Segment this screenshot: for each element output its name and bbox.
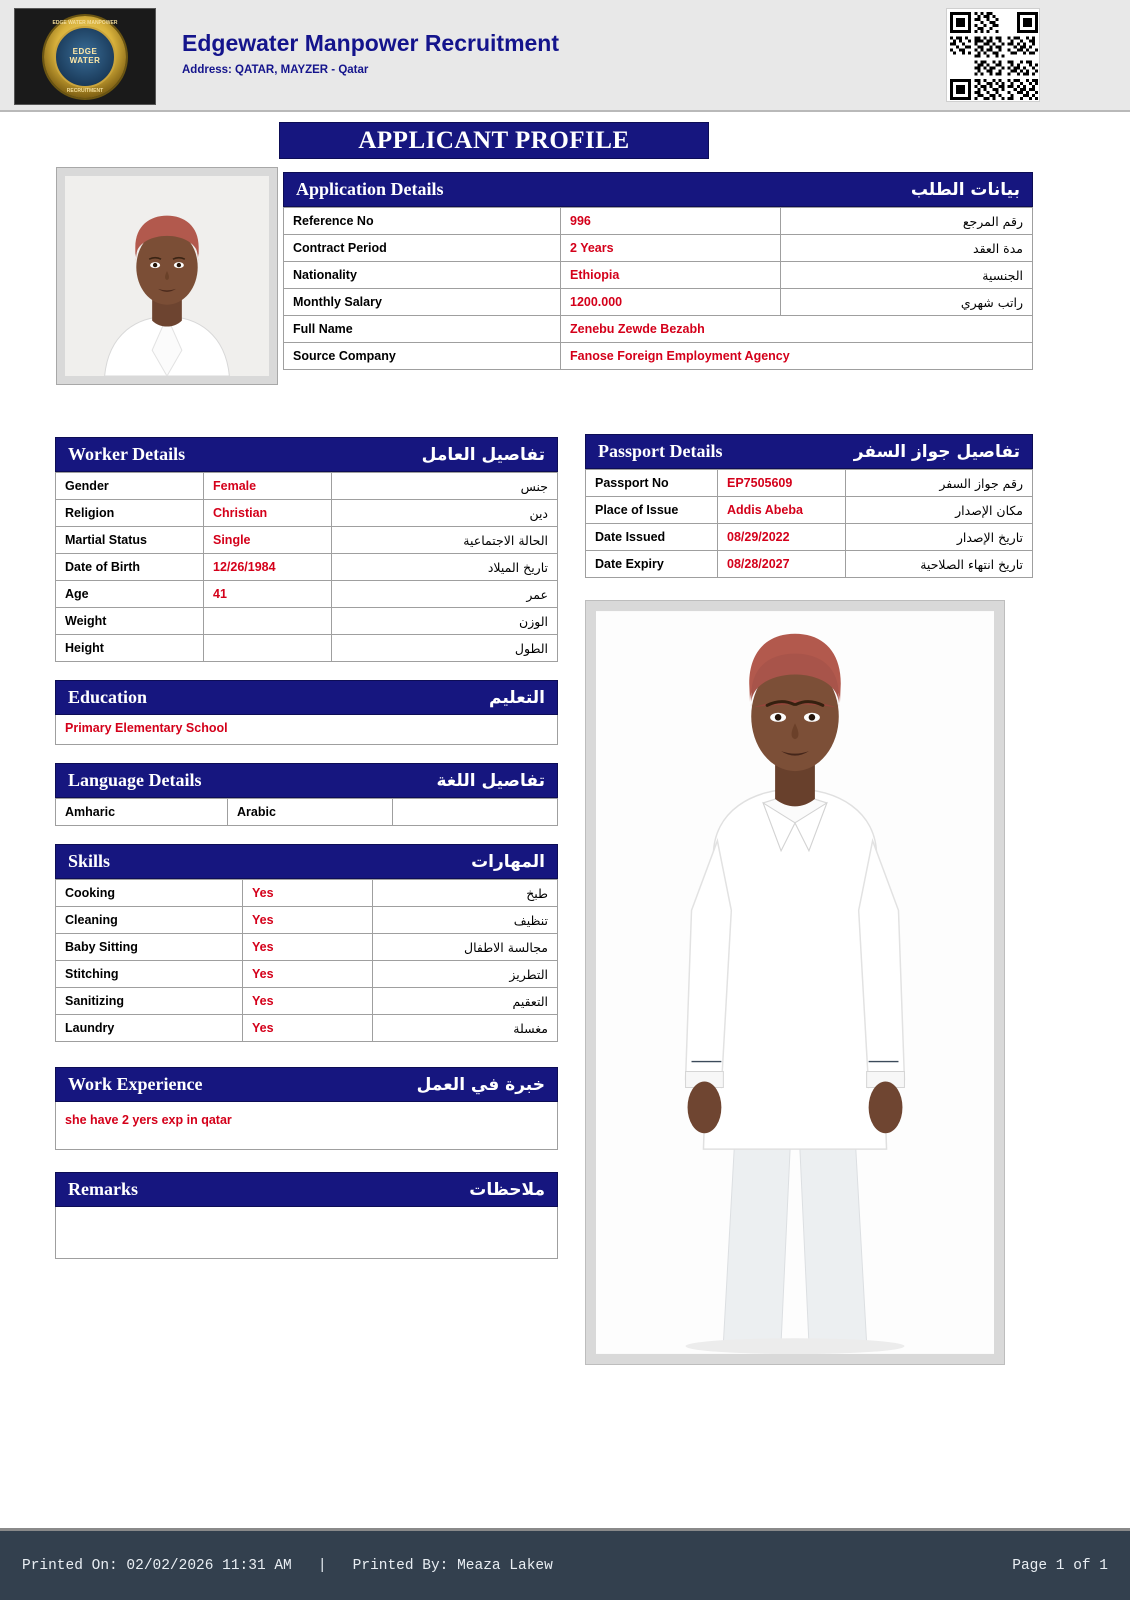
row-label: Martial Status — [56, 527, 204, 554]
row-label-ar: تنظيف — [373, 907, 558, 934]
page-header — [0, 0, 1130, 112]
table-row — [284, 289, 1033, 316]
applicant-full-photo — [585, 600, 1005, 1365]
row-value: 1200.000 — [561, 289, 781, 316]
row-label-ar: مدة العقد — [781, 235, 1033, 262]
row-label: Contract Period — [284, 235, 561, 262]
application-details-title-en: Application Details — [296, 179, 444, 199]
table-row — [284, 316, 1033, 343]
row-value: Christian — [204, 500, 332, 527]
passport-details-table — [585, 469, 1033, 578]
remarks-title-en: Remarks — [68, 1179, 138, 1199]
education-header — [55, 680, 558, 715]
row-label-ar: جنس — [332, 473, 558, 500]
skills-section — [55, 844, 558, 1042]
row-label: Baby Sitting — [56, 934, 243, 961]
row-value: Fanose Foreign Employment Agency — [561, 343, 1033, 370]
language-item: Amharic — [56, 799, 228, 826]
application-details-table — [283, 207, 1033, 370]
page-title — [279, 122, 709, 159]
printed-by-text: Printed By: Meaza Lakew — [352, 1557, 553, 1574]
row-label-ar: راتب شهري — [781, 289, 1033, 316]
row-label-ar: تاريخ الإصدار — [846, 524, 1033, 551]
worker-details-title-ar: تفاصيل العامل — [421, 444, 545, 465]
table-row — [56, 961, 558, 988]
row-value: Ethiopia — [561, 262, 781, 289]
passport-details-title-ar: تفاصيل جواز السفر — [853, 441, 1020, 462]
row-label: Place of Issue — [586, 497, 718, 524]
row-label: Reference No — [284, 208, 561, 235]
row-label-ar: رقم المرجع — [781, 208, 1033, 235]
education-title-en: Education — [68, 687, 148, 707]
language-item — [393, 799, 558, 826]
remarks-header — [55, 1172, 558, 1207]
skills-table — [55, 879, 558, 1042]
row-label: Date Expiry — [586, 551, 718, 578]
row-value: 12/26/1984 — [204, 554, 332, 581]
work-experience-value: she have 2 yers exp in qatar — [55, 1102, 558, 1150]
row-label: Gender — [56, 473, 204, 500]
row-label: Height — [56, 635, 204, 662]
table-row — [56, 880, 558, 907]
page-footer — [0, 1528, 1130, 1600]
worker-details-table — [55, 472, 558, 662]
applicant-passport-photo — [56, 167, 278, 385]
row-label-ar: عمر — [332, 581, 558, 608]
education-value: Primary Elementary School — [55, 715, 558, 745]
row-label-ar: الوزن — [332, 608, 558, 635]
language-table — [55, 798, 558, 826]
row-label: Full Name — [284, 316, 561, 343]
row-label: Date Issued — [586, 524, 718, 551]
language-item: Arabic — [228, 799, 393, 826]
row-label: Religion — [56, 500, 204, 527]
row-value: 08/28/2027 — [718, 551, 846, 578]
table-row — [284, 262, 1033, 289]
row-label-ar: طبخ — [373, 880, 558, 907]
row-label: Sanitizing — [56, 988, 243, 1015]
table-row — [56, 635, 558, 662]
row-value: Female — [204, 473, 332, 500]
row-label-ar: دين — [332, 500, 558, 527]
qr-code-icon — [946, 8, 1040, 102]
row-label-ar: تاريخ انتهاء الصلاحية — [846, 551, 1033, 578]
table-row — [586, 497, 1033, 524]
work-experience-section — [55, 1067, 558, 1150]
language-details-header — [55, 763, 558, 798]
worker-details-title-en: Worker Details — [68, 444, 186, 464]
table-row — [56, 988, 558, 1015]
table-row — [56, 799, 558, 826]
remarks-section — [55, 1172, 558, 1259]
skills-header — [55, 844, 558, 879]
row-value: Yes — [243, 988, 373, 1015]
remarks-value — [55, 1207, 558, 1259]
table-row — [284, 208, 1033, 235]
row-value: 2 Years — [561, 235, 781, 262]
left-column — [55, 437, 558, 1259]
skills-title-en: Skills — [68, 851, 111, 871]
row-value — [204, 608, 332, 635]
row-value: Addis Abeba — [718, 497, 846, 524]
right-column — [585, 434, 1033, 1365]
row-label-ar: التعقيم — [373, 988, 558, 1015]
table-row — [56, 554, 558, 581]
table-row — [586, 524, 1033, 551]
logo-arc-top-text: EDGE WATER MANPOWER — [52, 19, 118, 26]
company-logo — [14, 8, 156, 105]
row-label: Age — [56, 581, 204, 608]
table-row — [56, 608, 558, 635]
table-row — [586, 551, 1033, 578]
footer-separator: | — [300, 1557, 344, 1574]
skills-title-ar: المهارات — [471, 851, 545, 872]
row-value: Yes — [243, 1015, 373, 1042]
table-row — [56, 907, 558, 934]
work-experience-title-ar: خبرة في العمل — [416, 1074, 545, 1095]
application-details-header — [283, 172, 1033, 207]
row-value: Single — [204, 527, 332, 554]
language-details-title-ar: تفاصيل اللغة — [436, 770, 545, 791]
company-info — [182, 30, 559, 76]
passport-details-title-en: Passport Details — [598, 441, 723, 461]
work-experience-header — [55, 1067, 558, 1102]
language-details-title-en: Language Details — [68, 770, 202, 790]
row-value: EP7505609 — [718, 470, 846, 497]
row-label: Weight — [56, 608, 204, 635]
row-value: Yes — [243, 961, 373, 988]
table-row — [56, 473, 558, 500]
row-value: Yes — [243, 934, 373, 961]
row-value: Yes — [243, 880, 373, 907]
education-section — [55, 680, 558, 745]
row-value: Zenebu Zewde Bezabh — [561, 316, 1033, 343]
passport-details-section — [585, 434, 1033, 578]
row-label: Source Company — [284, 343, 561, 370]
passport-details-header — [585, 434, 1033, 469]
row-value: 41 — [204, 581, 332, 608]
logo-arc-bottom-text: RECRUITMENT — [66, 87, 104, 94]
table-row — [586, 470, 1033, 497]
row-label: Stitching — [56, 961, 243, 988]
table-row — [56, 500, 558, 527]
row-label-ar: الحالة الاجتماعية — [332, 527, 558, 554]
row-label: Monthly Salary — [284, 289, 561, 316]
row-label-ar: رقم جواز السفر — [846, 470, 1033, 497]
row-label-ar: الطول — [332, 635, 558, 662]
table-row — [56, 581, 558, 608]
language-details-section — [55, 763, 558, 826]
table-row — [56, 1015, 558, 1042]
worker-details-header — [55, 437, 558, 472]
company-address: Address: QATAR, MAYZER - Qatar — [182, 64, 369, 76]
row-label-ar: تاريخ الميلاد — [332, 554, 558, 581]
work-experience-title-en: Work Experience — [68, 1074, 203, 1094]
remarks-title-ar: ملاحظات — [469, 1179, 545, 1200]
row-label: Passport No — [586, 470, 718, 497]
page-number: Page 1 of 1 — [1012, 1557, 1108, 1574]
row-label-ar: الجنسية — [781, 262, 1033, 289]
row-label-ar: مكان الإصدار — [846, 497, 1033, 524]
worker-details-section — [55, 437, 558, 662]
row-label-ar: مغسلة — [373, 1015, 558, 1042]
printed-on-text: Printed On: 02/02/2026 11:31 AM — [22, 1557, 292, 1574]
application-details-title-ar: بيانات الطلب — [910, 179, 1020, 200]
footer-print-info — [22, 1558, 553, 1574]
row-label: Cooking — [56, 880, 243, 907]
row-label: Nationality — [284, 262, 561, 289]
row-value: Yes — [243, 907, 373, 934]
table-row — [56, 934, 558, 961]
education-title-ar: التعليم — [489, 687, 545, 708]
logo-label: EDGE WATER — [69, 46, 101, 65]
page-title-text: APPLICANT PROFILE — [358, 126, 630, 154]
row-value: 996 — [561, 208, 781, 235]
row-label-ar: مجالسة الاطفال — [373, 934, 558, 961]
row-label: Date of Birth — [56, 554, 204, 581]
row-value — [204, 635, 332, 662]
row-value: 08/29/2022 — [718, 524, 846, 551]
table-row — [284, 343, 1033, 370]
table-row — [284, 235, 1033, 262]
row-label: Laundry — [56, 1015, 243, 1042]
table-row — [56, 527, 558, 554]
company-name: Edgewater Manpower Recruitment — [182, 30, 560, 56]
application-details-section — [283, 172, 1033, 370]
row-label: Cleaning — [56, 907, 243, 934]
row-label-ar: التطريز — [373, 961, 558, 988]
